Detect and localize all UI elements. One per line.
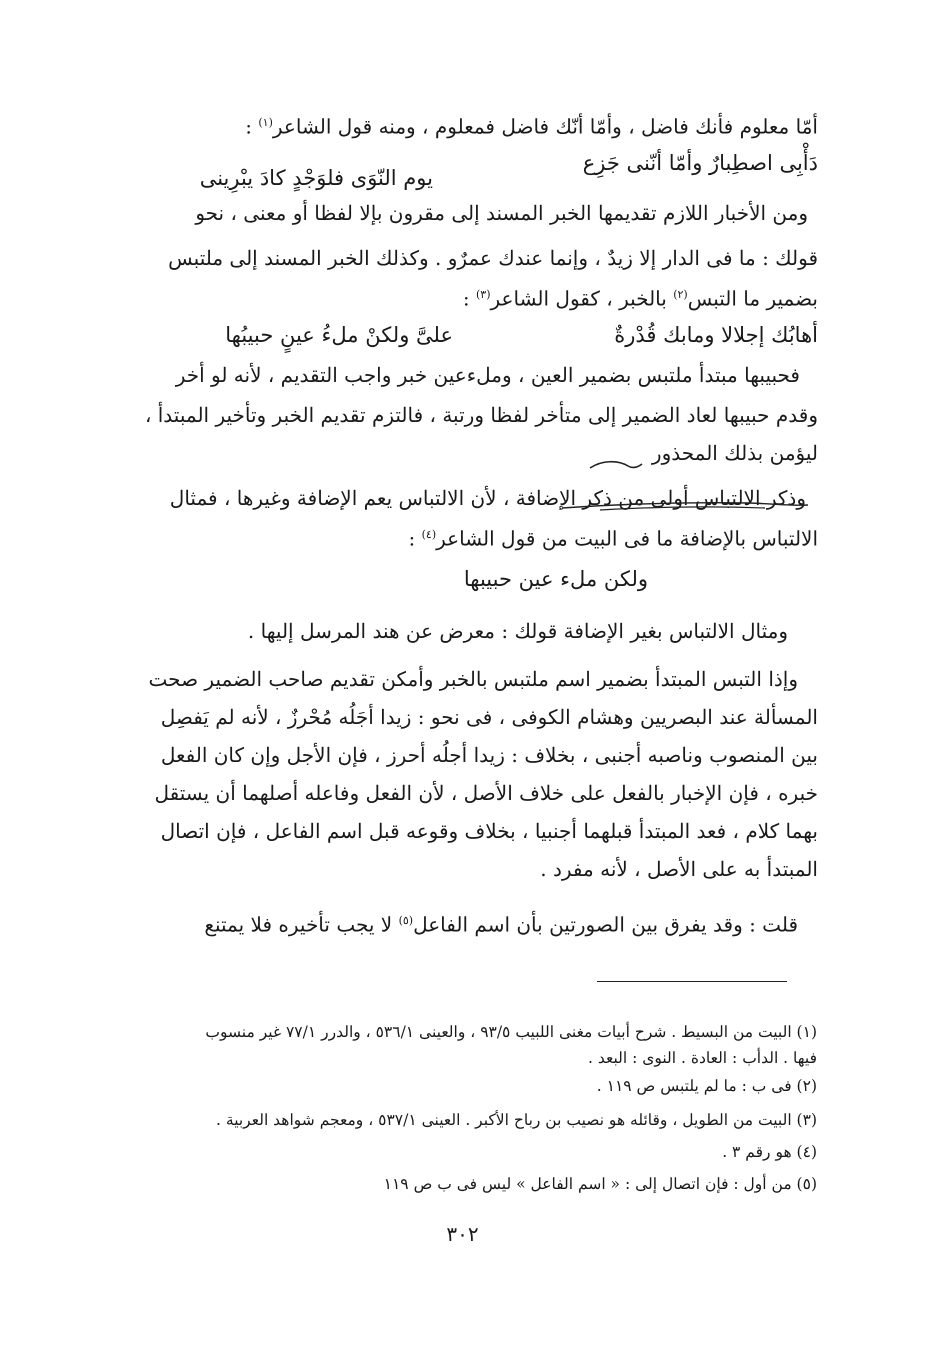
text-line: وإذا التبس المبتدأ بضمير اسم ملتبس بالخبر وأمكن تقديم صاحب الضمير صحت xyxy=(148,667,798,691)
footnote-ref: (٤) xyxy=(421,528,437,541)
footnote-ref: (١) xyxy=(258,116,273,129)
line-text: بضمير ما التبس xyxy=(687,286,818,311)
text-line xyxy=(463,280,818,314)
text-line: فحبيبها مبتدأ ملتبس بضمير العين ، وملءعين خبر واجب التقديم ، لأنه لو أخر xyxy=(175,363,800,387)
verse-hemistich: ولكن ملء عين حبيبها xyxy=(463,567,648,591)
text-line xyxy=(245,108,818,142)
page-number: ٣٠٢ xyxy=(446,1222,479,1246)
text-line: ومثال الالتباس بغير الإضافة قولك : معرض عن هند المرسل إليها . xyxy=(247,619,788,643)
line-tail: لا يجب تأخيره فلا يمتنع xyxy=(204,912,399,937)
line-tail: بالخبر ، كقول الشاعر xyxy=(490,286,674,311)
text-line: وذكر الالتباس أولى من ذكر الإضافة ، لأن الالتباس يعم الإضافة وغيرها ، فمثال xyxy=(169,486,806,510)
line-text: قلت : وقد يفرق بين الصورتين بأن اسم الفاعل xyxy=(413,912,798,937)
footnote-line: (٣) البيت من الطويل ، وقائله هو نصيب بن رباح الأكبر . العينى ٥٣٧/١ ، ومعجم شواهد العربية . xyxy=(216,1111,817,1129)
text-line: قولك : ما فى الدار إلا زيدٌ ، وإنما عندك عمرٌو . وكذلك الخبر المسند إلى ملتبس xyxy=(168,246,818,270)
text-line: بهما كلام ، فعد المبتدأ قبلهما أجنبيا ، بخلاف وقوعه قبل اسم الفاعل ، فإن اتصال xyxy=(160,819,818,843)
footnote-ref: (٢) xyxy=(673,288,688,301)
line-text: أمّا معلوم فأنك فاضل ، وأمّا أنّك فاضل فمعلوم ، ومنه قول الشاعر xyxy=(272,114,818,139)
text-line: ومن الأخبار اللازم تقديمها الخبر المسند إلى مقرون بإلا لفظا أو معنى ، نحو xyxy=(195,201,808,225)
text-line: المبتدأ به على الأصل ، لأنه مفرد . xyxy=(540,857,818,881)
text-line: وقدم حبيبها لعاد الضمير إلى متأخر لفظا ورتبة ، فالتزم تقديم الخبر وتأخير المبتدأ ، xyxy=(144,403,818,427)
text-line xyxy=(204,906,798,940)
text-line xyxy=(409,520,819,554)
text-line: ليؤمن بذلك المحذور xyxy=(651,441,818,465)
footnote-line: (٥) من أول : فإن اتصال إلى : « اسم الفاعل » ليس فى ب ص ١١٩ xyxy=(383,1175,817,1193)
text-line: بين المنصوب وناصبه أجنبى ، بخلاف : زيدا أجلُه أحرز ، فإن الأجل وإن كان الفعل xyxy=(160,743,818,767)
footnote-line: (٤) هو رقم ٣ . xyxy=(722,1143,817,1161)
footnote-separator xyxy=(597,981,787,982)
footnote-line: فيها . الدأب : العادة . النوى : البعد . xyxy=(587,1049,817,1067)
text-line: خبره ، فإن الإخبار بالفعل على خلاف الأصل ، لأن الفعل وفاعله أصلهما أن يستقل xyxy=(154,781,818,805)
line-text: الالتباس بالإضافة ما فى البيت من قول الشاعر xyxy=(436,526,818,551)
footnote-ref: (٥) xyxy=(398,914,414,927)
footnote-ref: (٣) xyxy=(475,288,491,301)
handwritten-mark xyxy=(588,458,644,472)
line-tail: : xyxy=(245,114,259,139)
verse-left-hemistich: يوم النّوَى فلوَجْدٍ كادَ يبْرِينى xyxy=(199,166,433,190)
text-line: المسألة عند البصريين وهشام الكوفى ، فى نحو : زيدا أجَلُه مُحْرزٌ ، لأنه لم يَفصِل xyxy=(160,705,818,729)
line-tail: : xyxy=(408,526,422,551)
verse-right-hemistich: دَأْبِى اصطِبارٌ وأمّا أنّنى جَزِع xyxy=(582,151,818,175)
line-tail: : xyxy=(462,286,476,311)
verse-right-hemistich: أهابُك إجلالا ومابك قُدْرةٌ xyxy=(614,323,818,347)
verse-left-hemistich: علىَّ ولكنْ ملءُ عينٍ حبيبُها xyxy=(225,323,453,347)
handwritten-strikethrough xyxy=(560,496,810,514)
footnote-line: (١) البيت من البسيط . شرح أبيات مغنى اللبيب ٩٣/٥ ، والعينى ٥٣٦/١ ، والدرر ٧٧/١ غير منسوب xyxy=(205,1023,817,1041)
footnote-line: (٢) فى ب : ما لم يلتبس ص ١١٩ . xyxy=(596,1077,817,1095)
